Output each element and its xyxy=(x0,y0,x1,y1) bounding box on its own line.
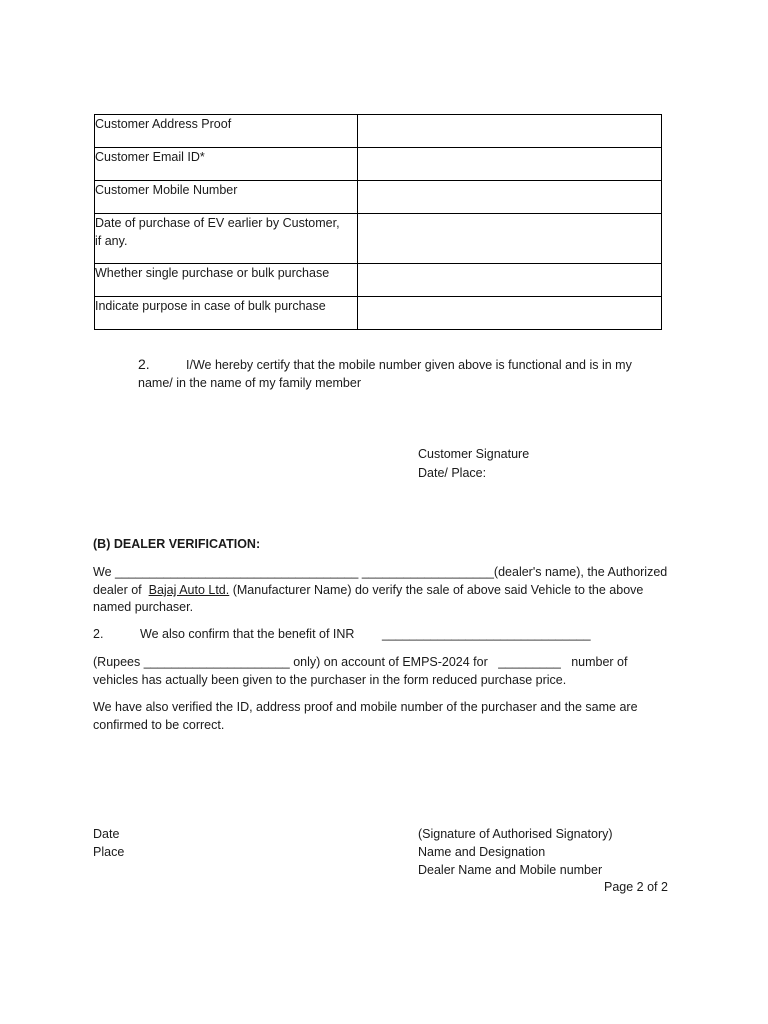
authorised-signature-label: (Signature of Authorised Signatory) xyxy=(418,827,613,841)
place-label: Place xyxy=(93,845,125,859)
certification-line-2: name/ in the name of my family member xyxy=(138,376,361,390)
table-row xyxy=(95,181,662,214)
table-row xyxy=(95,214,662,264)
row-label xyxy=(95,214,358,264)
verified-line-1: We have also verified the ID, address proof and mobile number of the purchaser and the same are xyxy=(93,700,638,714)
manufacturer-name: Bajaj Auto Ltd. xyxy=(148,583,230,597)
rupees-line-2: vehicles has actually been given to the purchaser in the form reduced purchase price. xyxy=(93,673,567,687)
row-label-line: Date of purchase of EV earlier by Customer, xyxy=(95,216,340,230)
row-value[interactable] xyxy=(358,181,662,214)
row-value[interactable] xyxy=(358,214,662,264)
dealer-name-mobile-label: Dealer Name and Mobile number xyxy=(418,863,603,877)
row-label: Customer Address Proof xyxy=(95,115,358,148)
number-of-text: number of xyxy=(571,655,628,669)
row-label: Customer Email ID* xyxy=(95,148,358,181)
certification-line-1: I/We hereby certify that the mobile number given above is functional and is in my xyxy=(186,358,632,372)
certification-number: 2. xyxy=(138,356,150,372)
dealer-of-text: dealer of xyxy=(93,583,142,597)
row-label: Indicate purpose in case of bulk purchase xyxy=(95,297,358,330)
rupees-text: (Rupees xyxy=(93,655,141,669)
emps-text: only) on account of EMPS-2024 for xyxy=(293,655,488,669)
verified-line-2: confirmed to be correct. xyxy=(93,718,225,732)
page-number: Page 2 of 2 xyxy=(604,880,668,894)
customer-info-table xyxy=(94,114,662,330)
row-label: Whether single purchase or bulk purchase xyxy=(95,264,358,297)
dealer-name-blank-2[interactable]: ___________________ xyxy=(361,565,494,579)
rupees-line xyxy=(93,655,627,669)
manufacturer-caption: (Manufacturer Name) do verify the sale of above said Vehicle to the above xyxy=(232,583,644,597)
table-row xyxy=(95,115,662,148)
rupees-blank[interactable]: _____________________ xyxy=(143,655,290,669)
dealer-name-blank[interactable]: ___________________________________ xyxy=(115,565,359,579)
inr-amount-blank[interactable]: ______________________________ xyxy=(382,627,591,641)
customer-date-place-label: Date/ Place: xyxy=(418,466,487,480)
row-value[interactable] xyxy=(358,148,662,181)
row-value[interactable] xyxy=(358,115,662,148)
table-row xyxy=(95,264,662,297)
table-row xyxy=(95,148,662,181)
dealer-paragraph-1-line-3: named purchaser. xyxy=(93,600,194,614)
row-value[interactable] xyxy=(358,297,662,330)
row-label-line: if any. xyxy=(95,234,128,248)
customer-signature-label: Customer Signature xyxy=(418,447,530,461)
dealer-paragraph-1-line-2 xyxy=(93,583,643,597)
benefit-text: We also confirm that the benefit of INR xyxy=(140,627,355,641)
vehicle-count-blank[interactable]: _________ xyxy=(498,655,561,669)
date-label: Date xyxy=(93,827,120,841)
table-row xyxy=(95,297,662,330)
row-label: Customer Mobile Number xyxy=(95,181,358,214)
name-designation-label: Name and Designation xyxy=(418,845,546,859)
row-value[interactable] xyxy=(358,264,662,297)
dealer-verification-heading: (B) DEALER VERIFICATION: xyxy=(93,537,261,551)
dealer-paragraph-1-line-1 xyxy=(93,565,667,579)
dealer-name-caption: (dealer's name), the Authorized xyxy=(493,565,668,579)
we-text: We xyxy=(93,565,112,579)
benefit-number: 2. xyxy=(93,627,104,641)
